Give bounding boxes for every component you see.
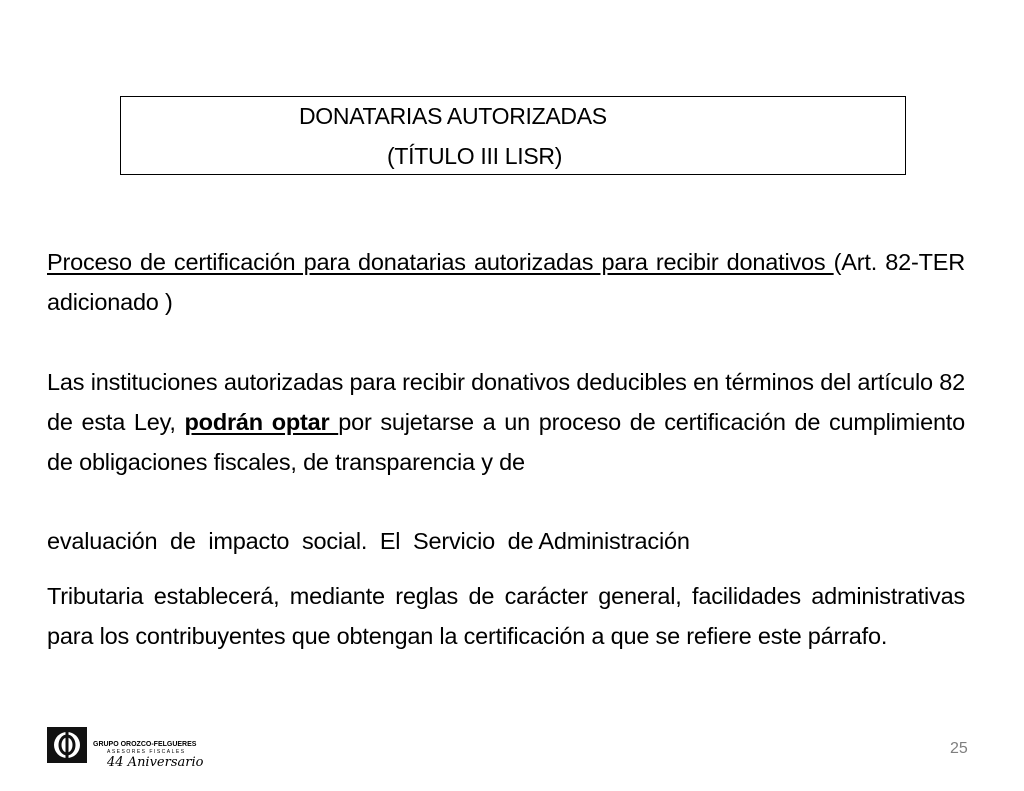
logo-subtitle: ASESORES FISCALES [107, 749, 186, 755]
logo-anniversary: 44 Aniversario [107, 755, 204, 770]
phi-emblem-icon [47, 727, 87, 763]
paragraph-1 [47, 242, 965, 322]
paragraph-2-after: por sujetarse a un proceso de certificación de cumplimiento de obligaciones fiscales, de transparencia y de [47, 409, 966, 475]
paragraph-3: evaluación de impacto social. El Servicio de Administración [47, 528, 690, 554]
title-line-2: (TÍTULO III LISR) [387, 143, 563, 169]
paragraph-1-reference: (Art. 82-TER adicionado ) [47, 249, 965, 315]
paragraph-2-emphasis: podrán optar [184, 409, 339, 435]
page-number: 25 [950, 740, 968, 757]
logo-name: GRUPO OROZCO-FELGUERES [93, 741, 197, 748]
paragraph-2-before: Las instituciones autorizadas para recibir donativos deducibles en términos del artículo 82 de esta Ley, [47, 369, 965, 435]
paragraph-2 [47, 362, 965, 482]
title-box [120, 96, 906, 175]
paragraph-1-underlined: Proceso de certificación para donatarias autorizadas para recibir donativos [47, 249, 834, 275]
paragraph-4: Tributaria establecerá, mediante reglas de carácter general, facilidades administrativas para los contribuyentes que obtengan la certificación a que se refiere este párrafo. [47, 583, 965, 649]
title-line-1: DONATARIAS AUTORIZADAS [299, 103, 607, 129]
company-logo [47, 727, 207, 775]
